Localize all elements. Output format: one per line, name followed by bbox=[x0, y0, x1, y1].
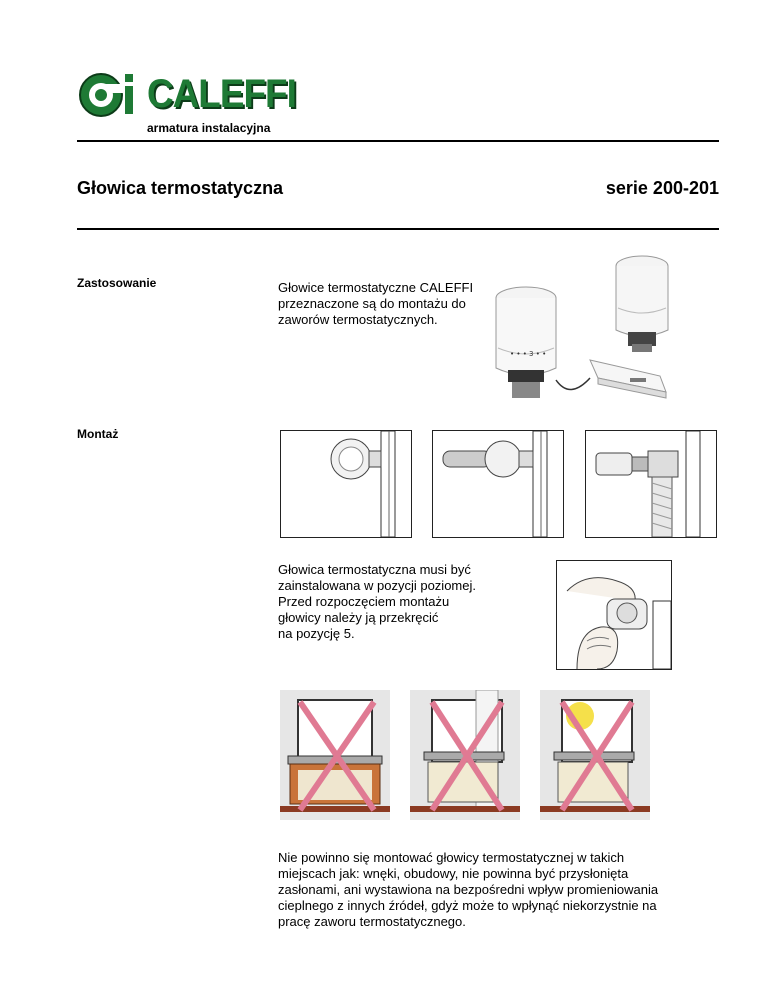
text-line: cieplnego z innych źródeł, gdyż może to wpłynąć niekorzystnie na bbox=[278, 898, 657, 913]
series-label: serie 200-201 bbox=[605, 178, 719, 198]
header-divider bbox=[77, 140, 719, 142]
wrong-placement-curtain-image bbox=[410, 690, 520, 820]
brand-name: CALEFFI bbox=[147, 72, 296, 116]
mount-step-2-image bbox=[432, 430, 564, 538]
thermostatic-head-icon bbox=[496, 287, 556, 398]
svg-text:• • • 3 • •: • • • 3 • • bbox=[510, 350, 547, 358]
text-line: pracę zaworu termostatycznego. bbox=[278, 914, 466, 929]
section-label-zastosowanie: Zastosowanie bbox=[77, 276, 157, 290]
wrong-placement-sun-image bbox=[540, 690, 650, 820]
product-photo bbox=[490, 250, 690, 420]
hand-setting-position-image bbox=[556, 560, 672, 670]
brand-tagline: armatura instalacyjna bbox=[147, 121, 271, 135]
text-line: przeznaczone są do montażu do bbox=[278, 296, 466, 311]
text-line: Głowica termostatyczna musi być bbox=[278, 562, 471, 577]
text-line: zasłonami, ani wystawiona na bezpośredni wpływ promieniowania bbox=[278, 882, 659, 897]
text-line: Przed rozpoczęciem montażu bbox=[278, 594, 450, 609]
text-line: na pozycję 5. bbox=[278, 626, 355, 641]
text-line: Głowice termostatyczne CALEFFI bbox=[278, 280, 474, 295]
text-line: zainstalowana w pozycji poziomej. bbox=[278, 578, 476, 593]
mount-step-3-image bbox=[585, 430, 717, 538]
mount-step-1-image bbox=[280, 430, 412, 538]
text-line: Nie powinno się montować głowicy termostatycznej w takich bbox=[278, 850, 625, 865]
warning-text bbox=[278, 850, 658, 930]
page-title: Głowica termostatyczna bbox=[77, 178, 284, 198]
zastosowanie-text bbox=[278, 280, 473, 328]
montaz-text bbox=[278, 562, 476, 642]
text-line: głowicy należy ją przekręcić bbox=[278, 610, 439, 625]
text-line: miejscach jak: wnęki, obudowy, nie powinna być przysłonięta bbox=[278, 866, 629, 881]
caleffi-logo-icon bbox=[77, 70, 141, 120]
wrong-placement-niche-image bbox=[280, 690, 390, 820]
title-divider bbox=[77, 228, 719, 230]
thermostatic-head-icon bbox=[616, 256, 668, 352]
remote-sensor-icon bbox=[556, 360, 666, 398]
text-line: zaworów termostatycznych. bbox=[278, 312, 438, 327]
section-label-montaz: Montaż bbox=[77, 427, 119, 441]
